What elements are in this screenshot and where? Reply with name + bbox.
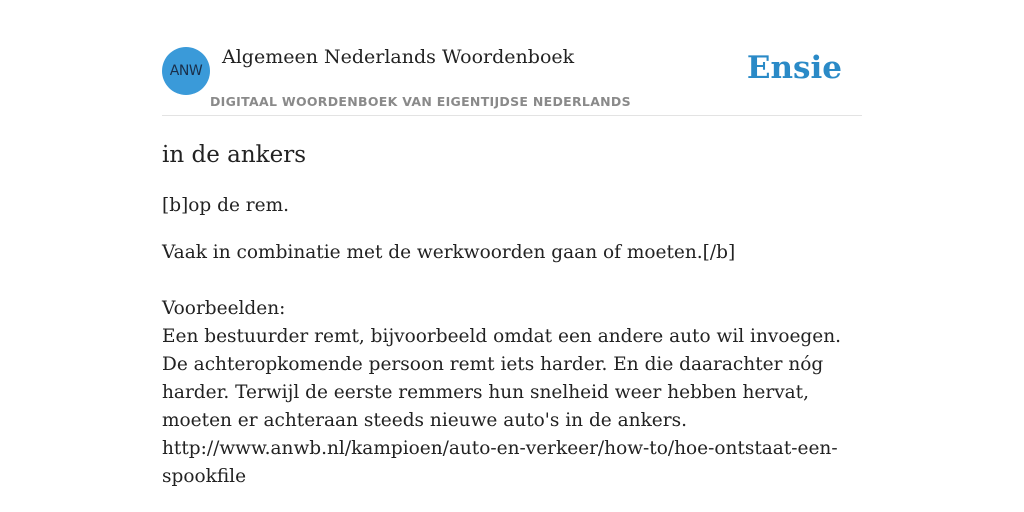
site-header [162,0,862,116]
examples-label: Voorbeelden: [162,298,286,319]
source-url: http://www.anwb.nl/kampioen/auto-en-verkeer/how-to/hoe-ontstaat-een-spookfile [162,438,838,487]
site-title[interactable]: Algemeen Nederlands Woordenboek [222,46,575,68]
page-container [162,0,862,491]
anw-logo[interactable] [162,47,210,95]
entry-content [162,116,862,491]
entry-title: in de ankers [162,142,306,168]
definition-line: [b]op de rem. [162,195,290,216]
example-text: Een bestuurder remt, bijvoorbeeld omdat een andere auto wil invoegen. De achteropkomende persoon remt iets harder. En die daarachter nóg harder. Terwijl de eerste remmers hun snelheid weer hebben hervat, moeten er achteraan steeds nieuwe auto's in de ankers. [162,326,841,431]
logo-text: ANW [169,63,203,79]
site-subtitle: DIGITAAL WOORDENBOEK VAN EIGENTIJDSE NEDERLANDS [210,94,631,109]
definition [162,192,862,267]
ensie-logo-link[interactable]: Ensie [746,50,842,86]
definition-line: Vaak in combinatie met de werkwoorden gaan of moeten.[/b] [162,242,736,263]
examples-block [162,295,862,491]
